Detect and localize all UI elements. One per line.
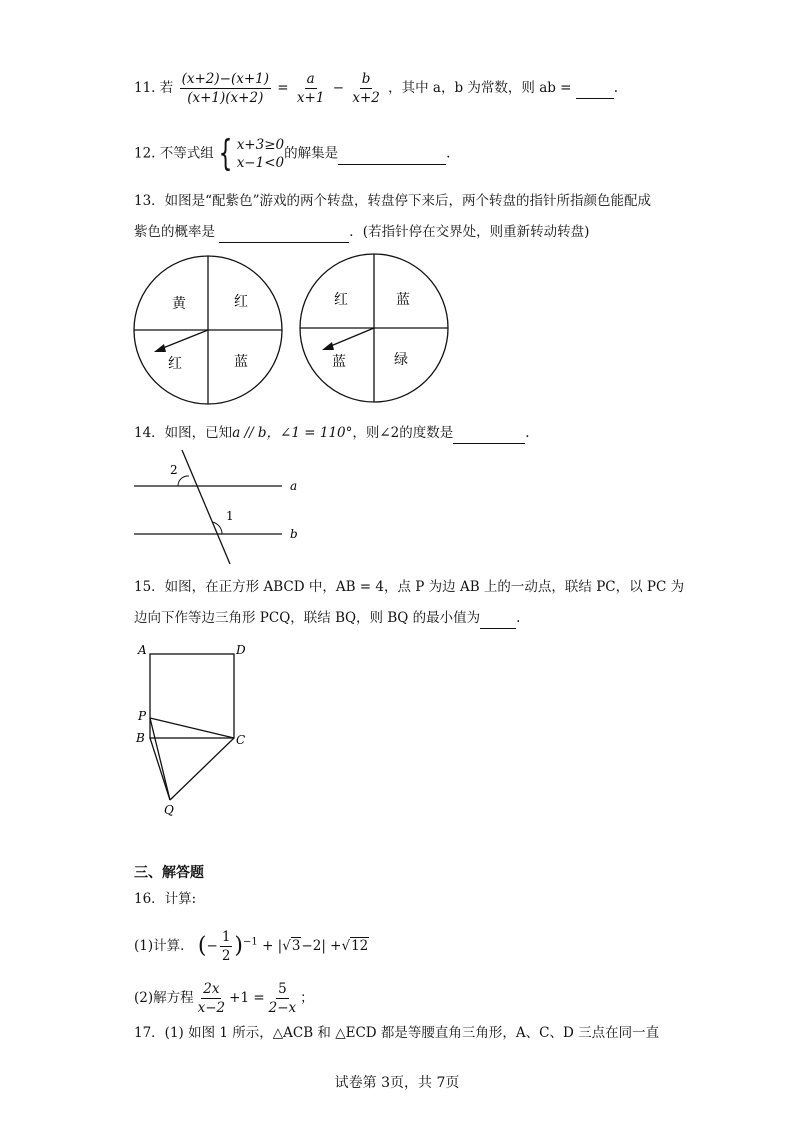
- q11-lhs-numerator: (x+2)−(x+1): [181, 71, 269, 87]
- spinner-figure: [130, 252, 470, 412]
- spinner-2-sector-tl: 红: [334, 292, 348, 308]
- q16-p1-exponent: −1: [243, 936, 258, 948]
- spinner-2-pointer: [326, 328, 374, 348]
- point-a-label: A: [138, 643, 147, 657]
- q11-number: 11.: [134, 80, 156, 96]
- spinner-2-sector-tr: 蓝: [396, 292, 410, 308]
- q11-suffix: ，其中 a，b 为常数，则 ab =: [388, 80, 572, 96]
- q16-p2-mid: +1 =: [229, 990, 265, 1006]
- question-13-line-1: 13．如图是“配紫色”游戏的两个转盘，转盘停下来后，两个转盘的指针所指颜色能配成: [134, 193, 651, 209]
- spinner-2-sector-br: 绿: [394, 352, 408, 368]
- question-13-line-2: [134, 222, 589, 243]
- spinner-1-sector-tr: 红: [234, 294, 248, 310]
- q13-answer-blank[interactable]: [219, 222, 349, 243]
- question-12: [134, 133, 451, 174]
- point-b-label: B: [136, 731, 145, 745]
- q13-line2-suffix: ．(若指针停在交界处，则重新转动转盘): [349, 224, 590, 240]
- q11-fraction-a: [295, 70, 327, 107]
- q16-p1-frac-num: 1: [221, 929, 231, 945]
- parallel-lines-figure: [130, 448, 310, 568]
- spinner-2: [300, 254, 448, 402]
- q12-prefix: 不等式组: [159, 145, 214, 162]
- q12-answer-blank[interactable]: [338, 144, 446, 165]
- q16-p2-end: ；: [300, 990, 314, 1006]
- transversal: [182, 450, 230, 564]
- question-15-line-2: [134, 608, 520, 629]
- line-a-label: a: [290, 479, 298, 493]
- spinner-1-sector-tl: 黄: [172, 296, 186, 312]
- q14-condition: a // b，∠1 = 110°: [232, 425, 353, 441]
- q16-p2-prefix: (2)解方程: [134, 990, 194, 1006]
- q16-p2-f2-num: 5: [278, 981, 287, 997]
- spinner-1-sector-br: 蓝: [234, 354, 248, 370]
- point-d-label: D: [236, 643, 246, 657]
- question-14: [134, 423, 530, 444]
- q16-p1-rest2: −2| +: [301, 938, 342, 954]
- q16-p2-f1-den: x−2: [197, 1000, 226, 1016]
- point-c-label: C: [236, 733, 246, 747]
- square-figure: [130, 638, 260, 818]
- segment-bq: [150, 738, 170, 800]
- question-16-part-1: (1)计算． (− $\frac{1}{2}$ )$^{-1}$ + |√3−2| +√12: [134, 929, 369, 964]
- angle-2-label: 2: [170, 463, 178, 477]
- section-heading: 三、解答题: [134, 865, 204, 881]
- segment-cq: [170, 738, 234, 800]
- spinner-1-pointer: [158, 330, 208, 350]
- q11-fb-denominator: x+2: [352, 90, 380, 106]
- q11-answer-blank[interactable]: [576, 78, 614, 99]
- q14-end: .: [525, 425, 530, 441]
- q16-p1-sqrt12: 12: [351, 938, 369, 954]
- q16-p2-fraction-1: [196, 980, 228, 1017]
- q12-row-2: x−1<0: [236, 155, 285, 171]
- q16-p2-f1-num: 2x: [203, 981, 220, 997]
- question-16-title: 16．计算:: [134, 891, 197, 907]
- question-15-line-1: 15．如图，在正方形 ABCD 中，AB = 4，点 P 为边 AB 上的一动点，联结 PC，以 PC 为: [134, 579, 685, 595]
- page-footer: 试卷第 3页，共 7页: [334, 1075, 460, 1091]
- q16-p2-fraction-2: [267, 980, 299, 1017]
- q11-lhs-denominator: (x+1)(x+2): [187, 90, 264, 106]
- q11-fraction-b: [350, 70, 382, 107]
- q12-number: 12.: [134, 145, 156, 162]
- q15-end: .: [516, 610, 521, 626]
- point-q-label: Q: [164, 803, 174, 817]
- q16-p1-sqrt3: 3: [291, 938, 301, 954]
- spinner-2-sector-bl: 蓝: [332, 354, 346, 370]
- angle-1-label: 1: [226, 509, 234, 523]
- q15-answer-blank[interactable]: [480, 608, 516, 629]
- q11-fa-denominator: x+1: [296, 90, 325, 106]
- question-16-part-2: [134, 980, 314, 1017]
- segment-pq: [150, 718, 170, 800]
- q11-fb-numerator: b: [361, 71, 371, 87]
- q11-end: .: [613, 80, 619, 96]
- square-abcd: [150, 654, 234, 738]
- q11-lhs-fraction: [180, 70, 271, 107]
- q16-p1-rest1: + |: [262, 938, 283, 954]
- q16-p1-frac-den: 2: [221, 948, 231, 964]
- q15-line2-prefix: 边向下作等边三角形 PCQ，联结 BQ，则 BQ 的最小值为: [134, 610, 481, 626]
- spinner-1: [134, 256, 282, 404]
- q12-end: .: [446, 145, 451, 162]
- point-p-label: P: [138, 709, 147, 723]
- q12-brace: {: [218, 133, 233, 174]
- q12-system: [214, 133, 285, 174]
- q14-mid: ，则∠2的度数是: [352, 425, 454, 441]
- q11-minus: −: [332, 80, 345, 96]
- line-b-label: b: [290, 527, 298, 541]
- q16-p2-f2-den: 2−x: [268, 1000, 297, 1016]
- q14-answer-blank[interactable]: [453, 423, 525, 444]
- segment-pc: [150, 718, 234, 738]
- q11-fa-numerator: a: [306, 71, 315, 87]
- q12-row-1: x+3≥0: [236, 137, 285, 153]
- question-17-line-1: 17．(1) 如图 1 所示，△ACB 和 △ECD 都是等腰直角三角形，A、C、D 三点在同一直: [134, 1025, 660, 1041]
- q16-p1-fraction: [220, 928, 233, 965]
- spinner-1-sector-bl: 红: [168, 356, 182, 372]
- question-11: [134, 70, 618, 107]
- q11-prefix: 若: [159, 80, 174, 96]
- q12-suffix: 的解集是: [284, 145, 339, 162]
- q13-line2-prefix: 紫色的概率是: [134, 224, 215, 240]
- q14-prefix: 14．如图，已知: [134, 425, 233, 441]
- q11-equals: =: [277, 80, 289, 96]
- q16-p1-prefix: (1)计算．: [134, 938, 194, 954]
